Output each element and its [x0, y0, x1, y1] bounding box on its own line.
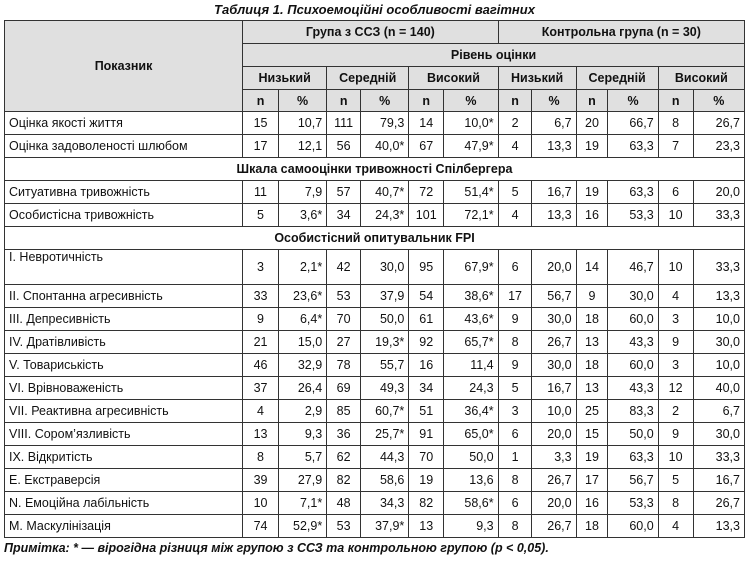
cell-count: 67: [409, 135, 444, 158]
cell-count: 10: [658, 204, 693, 227]
cell-count: 10: [658, 250, 693, 285]
cell-percent: 12,1: [278, 135, 326, 158]
cell-percent: 13,6: [444, 469, 498, 492]
cell-percent: 16,7: [532, 377, 576, 400]
header-rating-level: Рівень оцінки: [243, 44, 745, 67]
row-label: Ситуативна тривожність: [5, 181, 243, 204]
cell-percent: 43,3: [608, 331, 658, 354]
cell-count: 3: [658, 354, 693, 377]
cell-percent: 25,7*: [361, 423, 409, 446]
cell-percent: 23,6*: [278, 285, 326, 308]
cell-percent: 67,9*: [444, 250, 498, 285]
cell-percent: 55,7: [361, 354, 409, 377]
cell-percent: 83,3: [608, 400, 658, 423]
cell-count: 82: [327, 469, 361, 492]
header-control-high: Високий: [658, 67, 744, 90]
cell-count: 74: [243, 515, 279, 538]
header-pct: %: [361, 90, 409, 112]
cell-count: 85: [327, 400, 361, 423]
table-row: [5, 469, 745, 492]
row-label: M. Маскулінізація: [5, 515, 243, 538]
cell-count: 9: [658, 331, 693, 354]
cell-percent: 3,3: [532, 446, 576, 469]
table-header: [5, 21, 745, 112]
cell-count: 13: [243, 423, 279, 446]
cell-percent: 20,0: [532, 492, 576, 515]
cell-percent: 36,4*: [444, 400, 498, 423]
table-row: [5, 181, 745, 204]
cell-count: 6: [498, 423, 532, 446]
cell-percent: 53,3: [608, 204, 658, 227]
cell-percent: 63,3: [608, 135, 658, 158]
table-row: [5, 423, 745, 446]
cell-count: 4: [498, 204, 532, 227]
cell-count: 48: [327, 492, 361, 515]
cell-count: 4: [243, 400, 279, 423]
row-label: Особистісна тривожність: [5, 204, 243, 227]
cell-percent: 26,7: [693, 492, 744, 515]
cell-count: 51: [409, 400, 444, 423]
row-label: IX. Відкритість: [5, 446, 243, 469]
header-n: n: [243, 90, 279, 112]
cell-count: 36: [327, 423, 361, 446]
table-row: [5, 112, 745, 135]
cell-percent: 47,9*: [444, 135, 498, 158]
cell-count: 57: [327, 181, 361, 204]
cell-percent: 43,3: [608, 377, 658, 400]
cell-percent: 26,7: [532, 331, 576, 354]
cell-count: 17: [498, 285, 532, 308]
cell-percent: 13,3: [693, 515, 744, 538]
table-row: [5, 204, 745, 227]
section-title: Шкала самооцінки тривожності Спілбергера: [5, 158, 745, 181]
cell-percent: 16,7: [532, 181, 576, 204]
cell-percent: 2,1*: [278, 250, 326, 285]
cell-percent: 52,9*: [278, 515, 326, 538]
cell-count: 13: [409, 515, 444, 538]
cell-count: 10: [243, 492, 279, 515]
cell-count: 92: [409, 331, 444, 354]
cell-count: 21: [243, 331, 279, 354]
cell-count: 18: [576, 354, 608, 377]
cell-count: 16: [409, 354, 444, 377]
cell-count: 53: [327, 515, 361, 538]
cell-percent: 63,3: [608, 181, 658, 204]
cell-count: 5: [498, 377, 532, 400]
cell-percent: 24,3*: [361, 204, 409, 227]
cell-count: 37: [243, 377, 279, 400]
cell-count: 8: [658, 112, 693, 135]
cell-count: 4: [658, 285, 693, 308]
cell-count: 56: [327, 135, 361, 158]
cell-percent: 34,3: [361, 492, 409, 515]
cell-percent: 32,9: [278, 354, 326, 377]
table-row: [5, 377, 745, 400]
cell-count: 15: [243, 112, 279, 135]
table-row: [5, 331, 745, 354]
cell-percent: 50,0: [608, 423, 658, 446]
cell-percent: 6,4*: [278, 308, 326, 331]
cell-count: 17: [243, 135, 279, 158]
cell-count: 18: [576, 308, 608, 331]
row-label: IV. Дратівливість: [5, 331, 243, 354]
cell-count: 53: [327, 285, 361, 308]
cell-percent: 6,7: [693, 400, 744, 423]
cell-count: 14: [409, 112, 444, 135]
cell-count: 70: [327, 308, 361, 331]
row-label: E. Екстраверсія: [5, 469, 243, 492]
row-label: V. Товариськість: [5, 354, 243, 377]
cell-percent: 19,3*: [361, 331, 409, 354]
section-header-row: [5, 158, 745, 181]
cell-percent: 10,0: [532, 400, 576, 423]
cell-percent: 7,1*: [278, 492, 326, 515]
cell-count: 1: [498, 446, 532, 469]
data-table: [4, 20, 745, 538]
header-pct: %: [608, 90, 658, 112]
cell-percent: 63,3: [608, 446, 658, 469]
table-row: [5, 354, 745, 377]
row-label: Оцінка задоволеності шлюбом: [5, 135, 243, 158]
cell-count: 5: [243, 204, 279, 227]
cell-count: 111: [327, 112, 361, 135]
cell-percent: 10,0*: [444, 112, 498, 135]
cell-count: 95: [409, 250, 444, 285]
section-header-row: [5, 227, 745, 250]
cell-percent: 33,3: [693, 446, 744, 469]
cell-count: 2: [658, 400, 693, 423]
cell-count: 6: [498, 250, 532, 285]
cell-count: 4: [658, 515, 693, 538]
cell-count: 14: [576, 250, 608, 285]
table-row: [5, 135, 745, 158]
header-group-ssz: Група з ССЗ (n = 140): [243, 21, 499, 44]
header-pct: %: [532, 90, 576, 112]
cell-count: 5: [498, 181, 532, 204]
cell-percent: 6,7: [532, 112, 576, 135]
cell-percent: 72,1*: [444, 204, 498, 227]
cell-percent: 51,4*: [444, 181, 498, 204]
cell-percent: 9,3: [278, 423, 326, 446]
cell-count: 17: [576, 469, 608, 492]
cell-percent: 40,7*: [361, 181, 409, 204]
table-row: [5, 285, 745, 308]
row-label: III. Депресивність: [5, 308, 243, 331]
cell-percent: 30,0: [693, 331, 744, 354]
cell-percent: 16,7: [693, 469, 744, 492]
cell-percent: 33,3: [693, 250, 744, 285]
header-pct: %: [444, 90, 498, 112]
cell-count: 3: [658, 308, 693, 331]
header-n: n: [576, 90, 608, 112]
cell-count: 6: [498, 492, 532, 515]
cell-count: 19: [576, 135, 608, 158]
cell-percent: 10,0: [693, 354, 744, 377]
cell-count: 20: [576, 112, 608, 135]
row-label: N. Емоційна лабільність: [5, 492, 243, 515]
cell-percent: 50,0: [361, 308, 409, 331]
cell-percent: 13,3: [693, 285, 744, 308]
cell-percent: 60,0: [608, 308, 658, 331]
cell-count: 10: [658, 446, 693, 469]
cell-count: 11: [243, 181, 279, 204]
cell-percent: 15,0: [278, 331, 326, 354]
cell-count: 16: [576, 204, 608, 227]
cell-count: 19: [576, 446, 608, 469]
cell-count: 12: [658, 377, 693, 400]
header-ssz-high: Високий: [409, 67, 498, 90]
cell-count: 18: [576, 515, 608, 538]
header-pct: %: [693, 90, 744, 112]
cell-count: 69: [327, 377, 361, 400]
table-row: [5, 250, 745, 285]
cell-count: 101: [409, 204, 444, 227]
cell-percent: 30,0: [361, 250, 409, 285]
section-title: Особистісний опитувальник FPI: [5, 227, 745, 250]
cell-count: 2: [498, 112, 532, 135]
cell-count: 6: [658, 181, 693, 204]
cell-percent: 37,9: [361, 285, 409, 308]
table-body: [5, 112, 745, 538]
cell-count: 78: [327, 354, 361, 377]
cell-count: 9: [658, 423, 693, 446]
table-row: [5, 400, 745, 423]
cell-count: 25: [576, 400, 608, 423]
cell-count: 16: [576, 492, 608, 515]
cell-percent: 50,0: [444, 446, 498, 469]
header-n: n: [498, 90, 532, 112]
cell-percent: 65,7*: [444, 331, 498, 354]
cell-percent: 2,9: [278, 400, 326, 423]
cell-percent: 9,3: [444, 515, 498, 538]
cell-count: 33: [243, 285, 279, 308]
table-row: [5, 446, 745, 469]
cell-percent: 13,3: [532, 135, 576, 158]
cell-count: 13: [576, 377, 608, 400]
table-row: [5, 515, 745, 538]
cell-count: 4: [498, 135, 532, 158]
cell-percent: 23,3: [693, 135, 744, 158]
cell-percent: 13,3: [532, 204, 576, 227]
cell-count: 9: [498, 308, 532, 331]
cell-percent: 60,7*: [361, 400, 409, 423]
cell-percent: 7,9: [278, 181, 326, 204]
header-pct: %: [278, 90, 326, 112]
cell-count: 70: [409, 446, 444, 469]
cell-percent: 40,0*: [361, 135, 409, 158]
cell-count: 13: [576, 331, 608, 354]
cell-percent: 3,6*: [278, 204, 326, 227]
table-row: [5, 308, 745, 331]
cell-percent: 40,0: [693, 377, 744, 400]
cell-count: 5: [658, 469, 693, 492]
cell-percent: 60,0: [608, 515, 658, 538]
cell-count: 8: [658, 492, 693, 515]
row-label: VIII. Сором’язливість: [5, 423, 243, 446]
cell-percent: 26,7: [532, 515, 576, 538]
cell-count: 46: [243, 354, 279, 377]
header-n: n: [409, 90, 444, 112]
cell-count: 9: [576, 285, 608, 308]
cell-count: 8: [243, 446, 279, 469]
cell-count: 42: [327, 250, 361, 285]
row-label: Оцінка якості життя: [5, 112, 243, 135]
cell-count: 39: [243, 469, 279, 492]
cell-percent: 37,9*: [361, 515, 409, 538]
cell-percent: 27,9: [278, 469, 326, 492]
row-label: VII. Реактивна агресивність: [5, 400, 243, 423]
cell-count: 7: [658, 135, 693, 158]
cell-percent: 20,0: [532, 250, 576, 285]
cell-percent: 38,6*: [444, 285, 498, 308]
cell-percent: 5,7: [278, 446, 326, 469]
cell-percent: 10,0: [693, 308, 744, 331]
cell-percent: 11,4: [444, 354, 498, 377]
cell-count: 15: [576, 423, 608, 446]
cell-count: 54: [409, 285, 444, 308]
cell-count: 72: [409, 181, 444, 204]
header-indicator: Показник: [5, 21, 243, 112]
cell-percent: 26,7: [532, 469, 576, 492]
cell-percent: 58,6: [361, 469, 409, 492]
cell-percent: 46,7: [608, 250, 658, 285]
cell-percent: 56,7: [532, 285, 576, 308]
cell-count: 3: [498, 400, 532, 423]
table-row: [5, 492, 745, 515]
cell-percent: 79,3: [361, 112, 409, 135]
cell-percent: 53,3: [608, 492, 658, 515]
row-label: I. Невротичність: [5, 250, 243, 285]
cell-count: 19: [409, 469, 444, 492]
cell-count: 3: [243, 250, 279, 285]
cell-percent: 26,7: [693, 112, 744, 135]
cell-percent: 24,3: [444, 377, 498, 400]
cell-percent: 58,6*: [444, 492, 498, 515]
cell-percent: 66,7: [608, 112, 658, 135]
cell-percent: 10,7: [278, 112, 326, 135]
header-ssz-medium: Середній: [327, 67, 409, 90]
cell-count: 8: [498, 469, 532, 492]
cell-count: 61: [409, 308, 444, 331]
cell-percent: 49,3: [361, 377, 409, 400]
cell-count: 62: [327, 446, 361, 469]
cell-count: 27: [327, 331, 361, 354]
header-group-control: Контрольна група (n = 30): [498, 21, 744, 44]
cell-percent: 43,6*: [444, 308, 498, 331]
header-n: n: [658, 90, 693, 112]
cell-count: 91: [409, 423, 444, 446]
header-ssz-low: Низький: [243, 67, 327, 90]
cell-percent: 20,0: [693, 181, 744, 204]
header-control-low: Низький: [498, 67, 576, 90]
cell-count: 8: [498, 515, 532, 538]
cell-percent: 30,0: [532, 308, 576, 331]
cell-count: 8: [498, 331, 532, 354]
cell-count: 19: [576, 181, 608, 204]
cell-percent: 65,0*: [444, 423, 498, 446]
cell-count: 9: [498, 354, 532, 377]
cell-count: 9: [243, 308, 279, 331]
cell-percent: 44,3: [361, 446, 409, 469]
cell-percent: 26,4: [278, 377, 326, 400]
cell-percent: 20,0: [532, 423, 576, 446]
cell-percent: 30,0: [532, 354, 576, 377]
cell-count: 34: [327, 204, 361, 227]
cell-count: 82: [409, 492, 444, 515]
cell-percent: 56,7: [608, 469, 658, 492]
cell-percent: 33,3: [693, 204, 744, 227]
footnote: Примітка: * — вірогідна різниця між групою з ССЗ та контрольною групою (р < 0,05).: [4, 541, 549, 555]
table-caption: Таблиця 1. Психоемоційні особливості вагітних: [214, 2, 535, 17]
row-label: II. Спонтанна агресивність: [5, 285, 243, 308]
cell-percent: 60,0: [608, 354, 658, 377]
cell-percent: 30,0: [608, 285, 658, 308]
header-control-medium: Середній: [576, 67, 658, 90]
row-label: VI. Врівноваженість: [5, 377, 243, 400]
cell-count: 34: [409, 377, 444, 400]
header-n: n: [327, 90, 361, 112]
cell-percent: 30,0: [693, 423, 744, 446]
